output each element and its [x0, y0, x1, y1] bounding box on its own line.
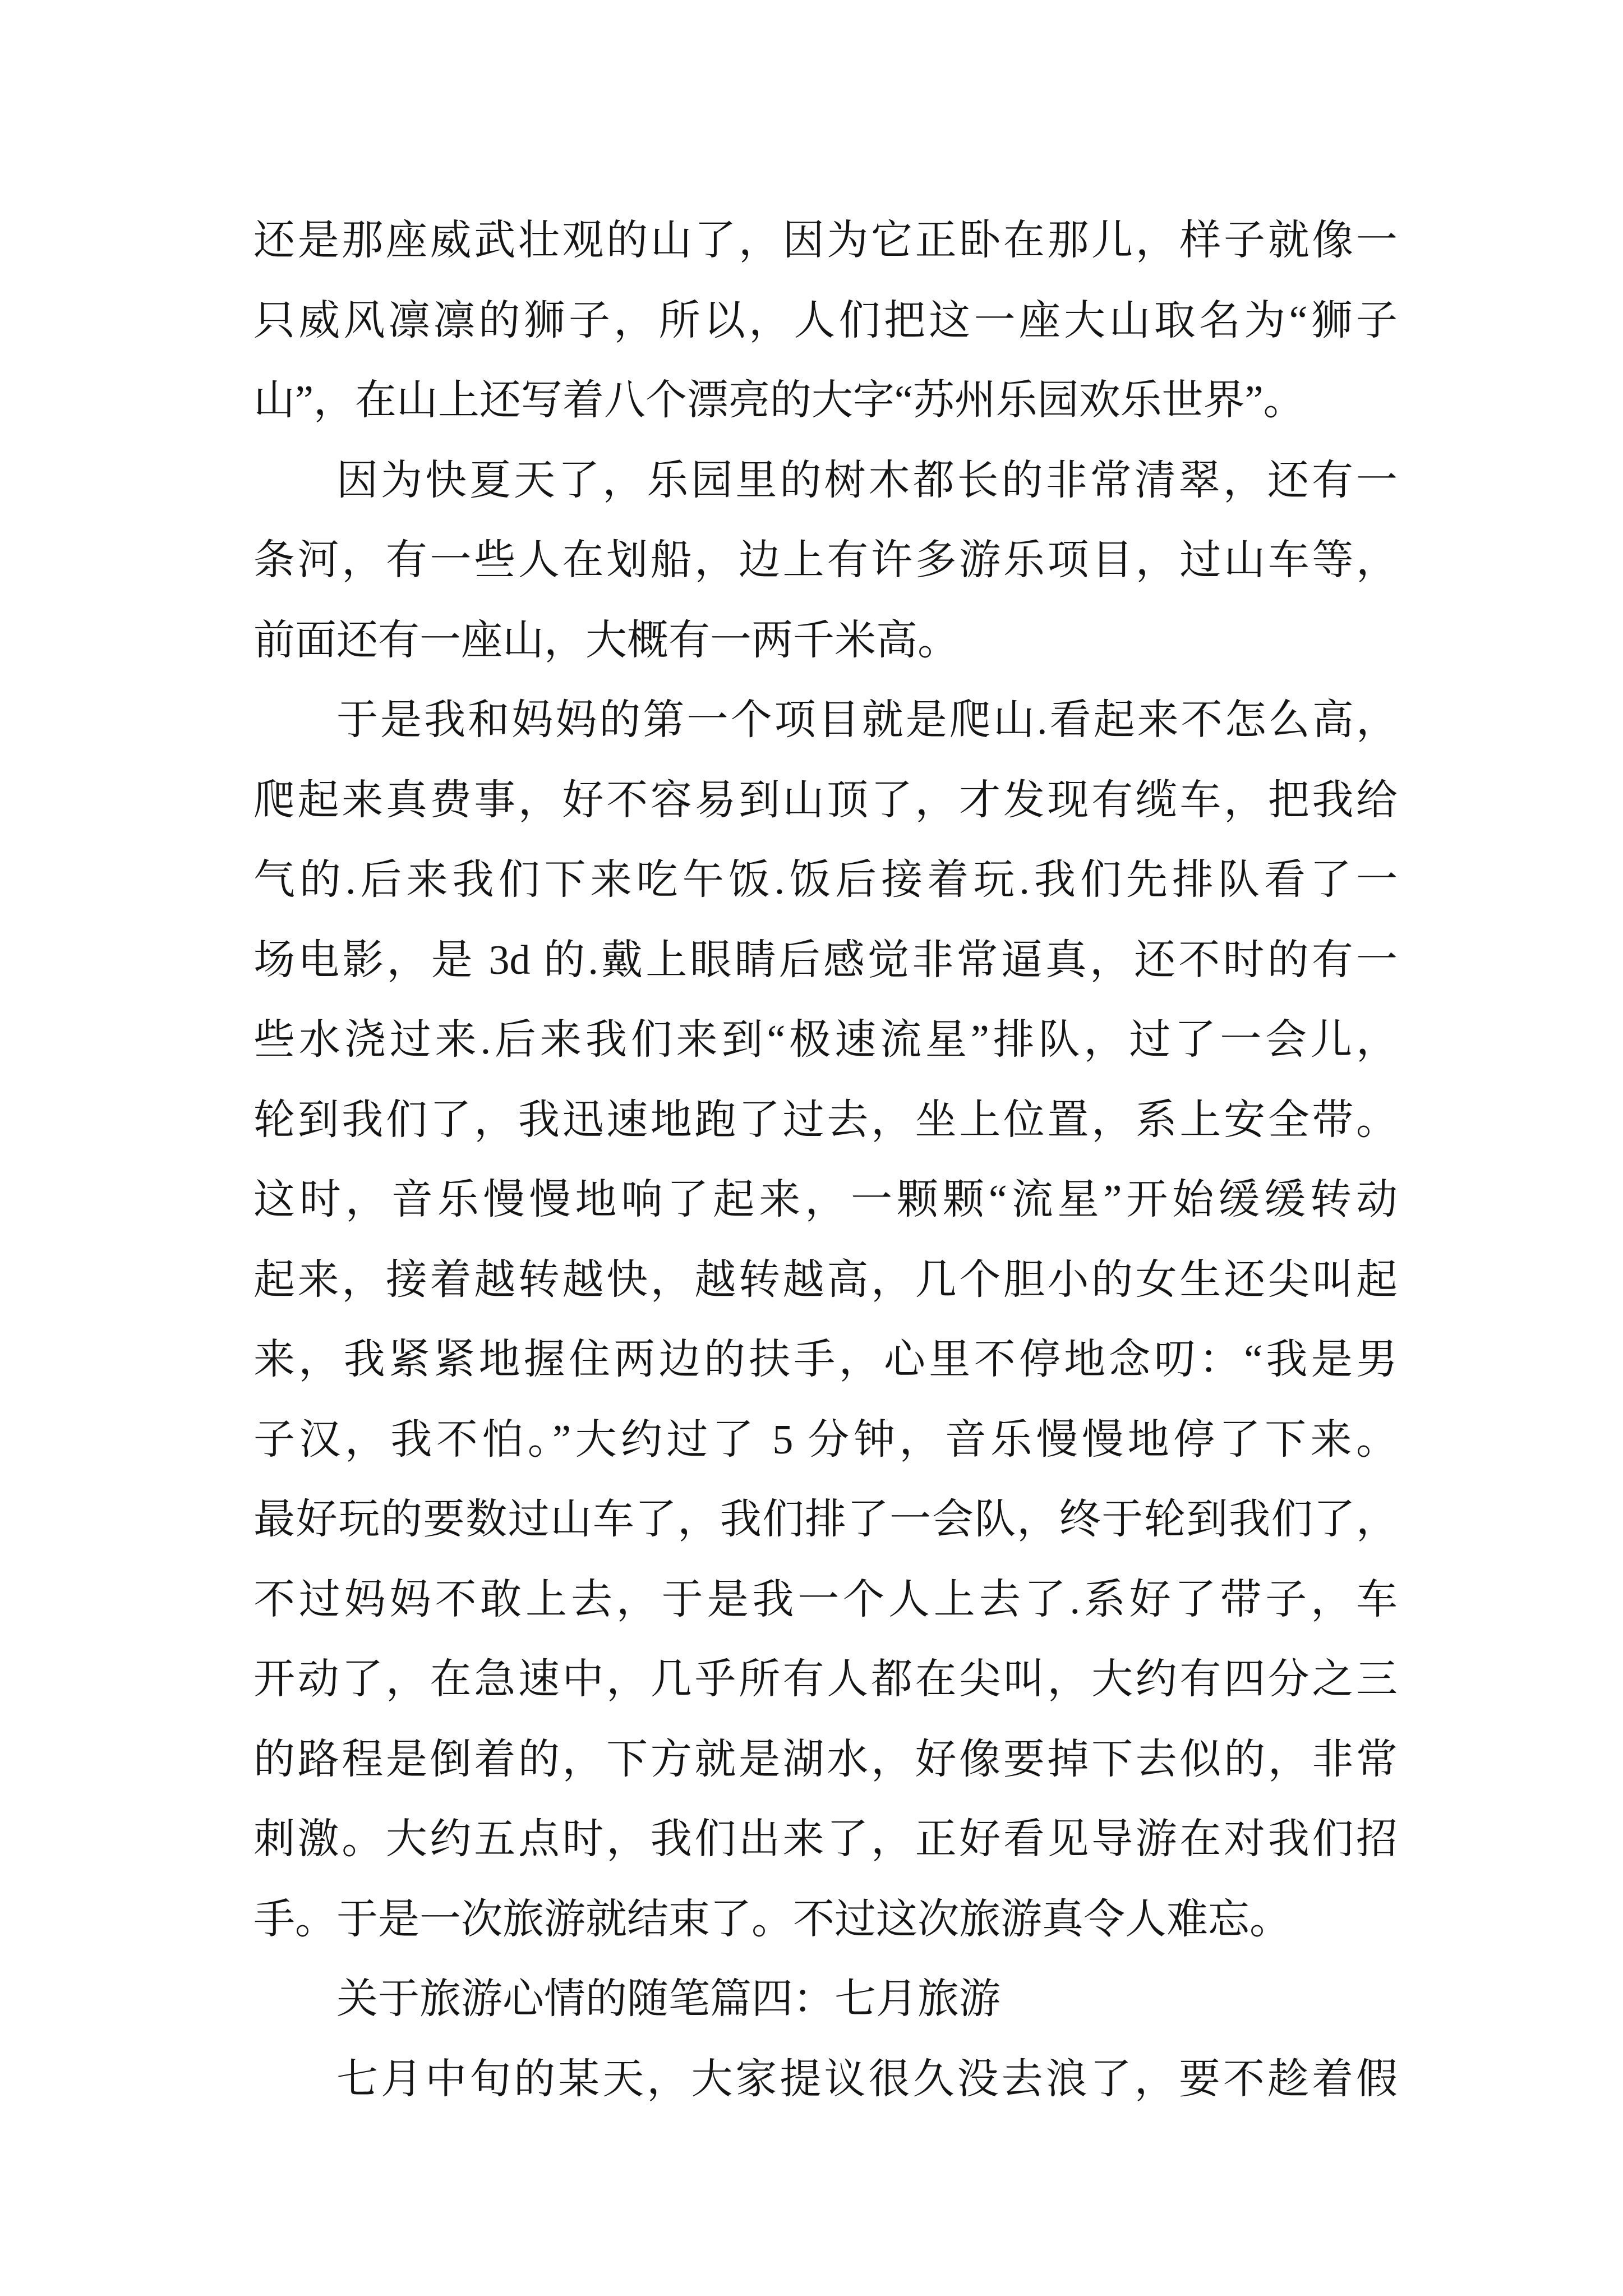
section-heading: 关于旅游心情的随笔篇四：七月旅游 — [336, 1976, 1000, 2022]
text-line: 只威风凛凛的狮子，所以，人们把这一座大山取名为“狮子 — [253, 297, 1398, 344]
document-body — [253, 201, 1398, 2119]
paragraph — [253, 441, 1398, 681]
paragraph — [253, 680, 1398, 1959]
text-line: 不过妈妈不敢上去，于是我一个人上去了.系好了带子，车 — [253, 1576, 1398, 1623]
text-line: 山”，在山上还写着八个漂亮的大字“苏州乐园欢乐世界”。 — [253, 378, 1305, 424]
text-line: 因为快夏天了，乐园里的树木都长的非常清翠，还有一 — [336, 457, 1398, 504]
text-line: 还是那座威武壮观的山了，因为它正卧在那儿，样子就像一 — [253, 218, 1398, 264]
text-line: 条河，有一些人在划船，边上有许多游乐项目，过山车等， — [253, 537, 1398, 583]
text-line: 来，我紧紧地握住两边的扶手，心里不停地念叨：“我是男 — [253, 1337, 1398, 1383]
text-line: 轮到我们了，我迅速地跑了过去，坐上位置，系上安全带。 — [253, 1097, 1398, 1143]
paragraph — [253, 201, 1398, 441]
text-line: 手。于是一次旅游就结束了。不过这次旅游真令人难忘。 — [253, 1896, 1291, 1943]
text-line: 这时，音乐慢慢地响了起来，一颗颗“流星”开始缓缓转动 — [253, 1177, 1398, 1223]
text-line: 起来，接着越转越快，越转越高，几个胆小的女生还尖叫起 — [253, 1257, 1398, 1303]
text-line: 前面还有一座山，大概有一两千米高。 — [253, 617, 959, 664]
text-line: 子汉，我不怕。”大约过了 5 分钟，音乐慢慢地停了下来。 — [253, 1416, 1398, 1463]
text-line: 开动了，在急速中，几乎所有人都在尖叫，大约有四分之三 — [253, 1657, 1398, 1703]
text-line: 七月中旬的某天，大家提议很久没去浪了，要不趁着假 — [336, 2056, 1398, 2102]
text-line: 于是我和妈妈的第一个项目就是爬山.看起来不怎么高， — [336, 697, 1398, 743]
text-line: 场电影，是 3d 的.戴上眼睛后感觉非常逼真，还不时的有一 — [253, 937, 1398, 983]
text-line: 些水浇过来.后来我们来到“极速流星”排队，过了一会儿， — [253, 1017, 1398, 1063]
text-line: 的路程是倒着的，下方就是湖水，好像要掉下去似的，非常 — [253, 1736, 1398, 1783]
text-line: 刺激。大约五点时，我们出来了，正好看见导游在对我们招 — [253, 1816, 1398, 1862]
text-line: 气的.后来我们下来吃午饭.饭后接着玩.我们先排队看了一 — [253, 857, 1398, 903]
paragraph — [253, 2040, 1398, 2120]
text-line: 爬起来真费事，好不容易到山顶了，才发现有缆车，把我给 — [253, 777, 1398, 823]
text-line: 最好玩的要数过山车了，我们排了一会队，终于轮到我们了， — [253, 1497, 1398, 1543]
